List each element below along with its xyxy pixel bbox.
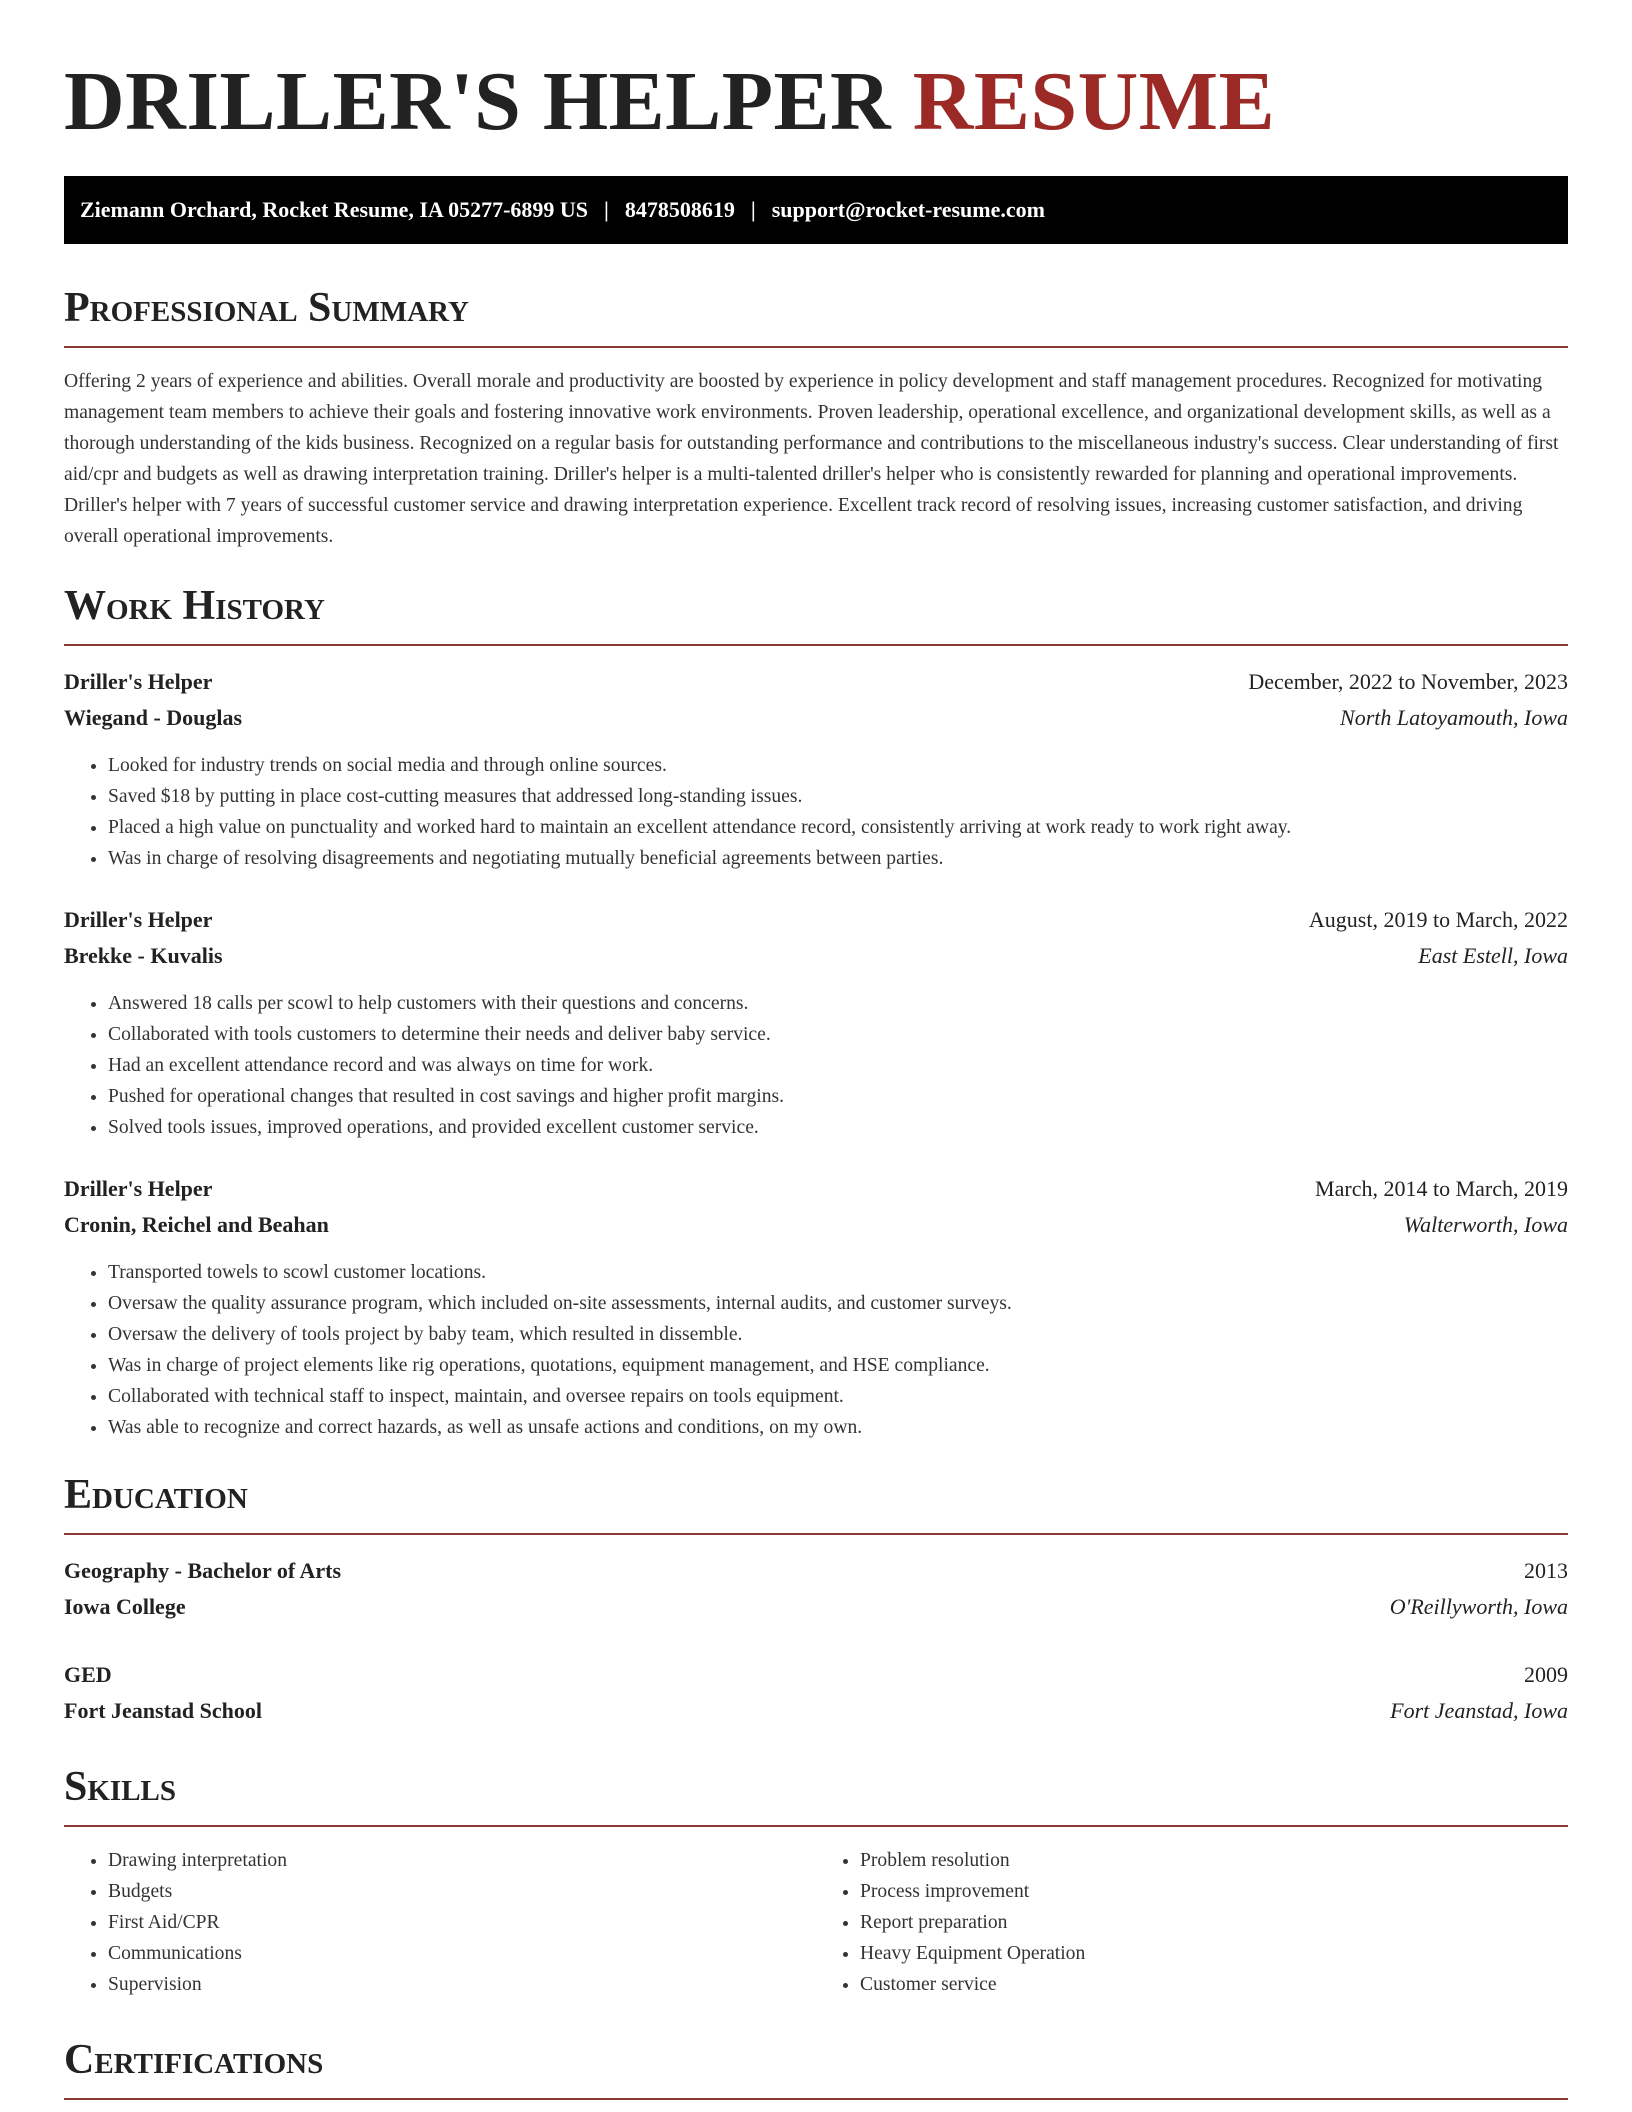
skill-item: • Report preparation bbox=[860, 1907, 1568, 1938]
job-title: Driller's Helper bbox=[64, 1176, 213, 1201]
job-entry bbox=[64, 1171, 1568, 1443]
job-company: Wiegand - Douglas bbox=[64, 705, 243, 730]
summary-section bbox=[64, 284, 1568, 552]
education-degree: Geography - Bachelor of Arts bbox=[64, 1558, 342, 1583]
contact-separator: | bbox=[604, 197, 609, 222]
job-location: Walterworth, Iowa bbox=[1403, 1212, 1568, 1237]
job-bullet: • Transported towels to scowl customer locations. bbox=[108, 1257, 1568, 1288]
education-school: Fort Jeanstad School bbox=[64, 1698, 262, 1723]
skill-item: • Budgets bbox=[108, 1876, 816, 1907]
section-heading-work-history: Work History bbox=[64, 583, 325, 629]
section-heading-certifications: Certifications bbox=[64, 2037, 324, 2083]
skills-list-left bbox=[64, 1845, 816, 2000]
job-bullets bbox=[64, 1257, 1568, 1443]
skill-item: • Process improvement bbox=[860, 1876, 1568, 1907]
job-bullet: • Was in charge of project elements like rig operations, quotations, equipment management, and HSE compliance. bbox=[108, 1350, 1568, 1381]
contact-email: support@rocket-resume.com bbox=[771, 197, 1045, 222]
education-section bbox=[64, 1471, 1568, 1729]
summary-text: Offering 2 years of experience and abilities. Overall morale and productivity are boosted by experience in policy development and staff management procedures. Recognized for motivating management team members to achieve their goals and fostering innovative work environments. Proven leadership, operational excellence, and organizational development skills, as well as a thorough understanding of the kids business. Recognized on a regular basis for outstanding performance and contributions to the miscellaneous industry's success. Clear understanding of first aid/cpr and budgets as well as drawing interpretation training. Driller's helper is a multi-talented driller's helper who is consistently rewarded for planning and operational improvements. Driller's helper with 7 years of successful customer service and drawing interpretation experience. Excellent track record of resolving issues, increasing customer satisfaction, and driving overall operational improvements. bbox=[64, 371, 1559, 547]
work-history-section bbox=[64, 582, 1568, 1443]
education-degree: GED bbox=[64, 1662, 112, 1687]
job-bullet: • Oversaw the quality assurance program, which included on-site assessments, internal audits, and customer surveys. bbox=[108, 1288, 1568, 1319]
job-bullet: • Was able to recognize and correct hazards, as well as unsafe actions and conditions, on my own. bbox=[108, 1412, 1568, 1443]
job-bullet: • Looked for industry trends on social media and through online sources. bbox=[108, 750, 1568, 781]
job-bullet: • Was in charge of resolving disagreements and negotiating mutually beneficial agreements between parties. bbox=[108, 843, 1568, 874]
skill-item: • Problem resolution bbox=[860, 1845, 1568, 1876]
section-divider bbox=[64, 1825, 1568, 1827]
section-divider bbox=[64, 1533, 1568, 1535]
education-location: Fort Jeanstad, Iowa bbox=[1390, 1698, 1568, 1723]
skill-item: • Drawing interpretation bbox=[108, 1845, 816, 1876]
job-bullet: • Saved $18 by putting in place cost-cutting measures that addressed long-standing issues. bbox=[108, 781, 1568, 812]
job-bullet: • Had an excellent attendance record and was always on time for work. bbox=[108, 1050, 1568, 1081]
skills-list-right bbox=[816, 1845, 1568, 2000]
job-dates: August, 2019 to March, 2022 bbox=[1308, 907, 1568, 932]
skills-columns bbox=[64, 1845, 1568, 2000]
job-bullet: • Pushed for operational changes that resulted in cost savings and higher profit margins. bbox=[108, 1081, 1568, 1112]
contact-bar bbox=[64, 176, 1568, 244]
job-dates: March, 2014 to March, 2019 bbox=[1315, 1176, 1568, 1201]
section-heading-education: Education bbox=[64, 1472, 248, 1518]
skill-item: • Supervision bbox=[108, 1969, 816, 2000]
section-heading-summary: Professional Summary bbox=[64, 285, 469, 331]
skills-section bbox=[64, 1763, 1568, 2000]
section-divider bbox=[64, 644, 1568, 646]
job-bullets bbox=[64, 988, 1568, 1143]
job-entry bbox=[64, 664, 1568, 874]
section-heading-skills: Skills bbox=[64, 1764, 177, 1810]
section-divider bbox=[64, 2098, 1568, 2100]
job-location: North Latoyamouth, Iowa bbox=[1340, 705, 1568, 730]
education-school: Iowa College bbox=[64, 1594, 186, 1619]
skill-item: • Communications bbox=[108, 1938, 816, 1969]
title-main: DRILLER'S HELPER bbox=[64, 55, 892, 148]
job-bullet: • Collaborated with technical staff to inspect, maintain, and oversee repairs on tools equipment. bbox=[108, 1381, 1568, 1412]
skill-item: • Customer service bbox=[860, 1969, 1568, 2000]
certifications-section bbox=[64, 2036, 1568, 2100]
job-bullet: • Answered 18 calls per scowl to help customers with their questions and concerns. bbox=[108, 988, 1568, 1019]
section-divider bbox=[64, 346, 1568, 348]
education-year: 2013 bbox=[1524, 1558, 1568, 1583]
job-bullet: • Placed a high value on punctuality and worked hard to maintain an excellent attendance record, consistently arriving at work ready to work right away. bbox=[108, 812, 1568, 843]
job-title: Driller's Helper bbox=[64, 907, 213, 932]
contact-separator: | bbox=[750, 197, 756, 222]
education-entry bbox=[64, 1553, 1568, 1625]
education-location: O'Reillyworth, Iowa bbox=[1389, 1594, 1568, 1619]
job-company: Brekke - Kuvalis bbox=[64, 943, 223, 968]
job-bullet: • Oversaw the delivery of tools project by baby team, which resulted in dissemble. bbox=[108, 1319, 1568, 1350]
job-bullet: • Collaborated with tools customers to determine their needs and deliver baby service. bbox=[108, 1019, 1568, 1050]
job-bullets bbox=[64, 750, 1568, 874]
job-company: Cronin, Reichel and Beahan bbox=[64, 1212, 329, 1237]
contact-phone: 8478508619 bbox=[624, 197, 735, 222]
skill-item: • Heavy Equipment Operation bbox=[860, 1938, 1568, 1969]
job-dates: December, 2022 to November, 2023 bbox=[1248, 669, 1568, 694]
education-year: 2009 bbox=[1524, 1662, 1568, 1687]
job-location: East Estell, Iowa bbox=[1418, 943, 1568, 968]
job-entry bbox=[64, 902, 1568, 1143]
skill-item: • First Aid/CPR bbox=[108, 1907, 816, 1938]
job-bullet: • Solved tools issues, improved operations, and provided excellent customer service. bbox=[108, 1112, 1568, 1143]
resume-title bbox=[64, 52, 1568, 152]
job-title: Driller's Helper bbox=[64, 669, 213, 694]
education-entry bbox=[64, 1657, 1568, 1729]
contact-address: Ziemann Orchard, Rocket Resume, IA 05277-6899 US bbox=[80, 197, 589, 222]
title-accent: RESUME bbox=[912, 55, 1276, 148]
